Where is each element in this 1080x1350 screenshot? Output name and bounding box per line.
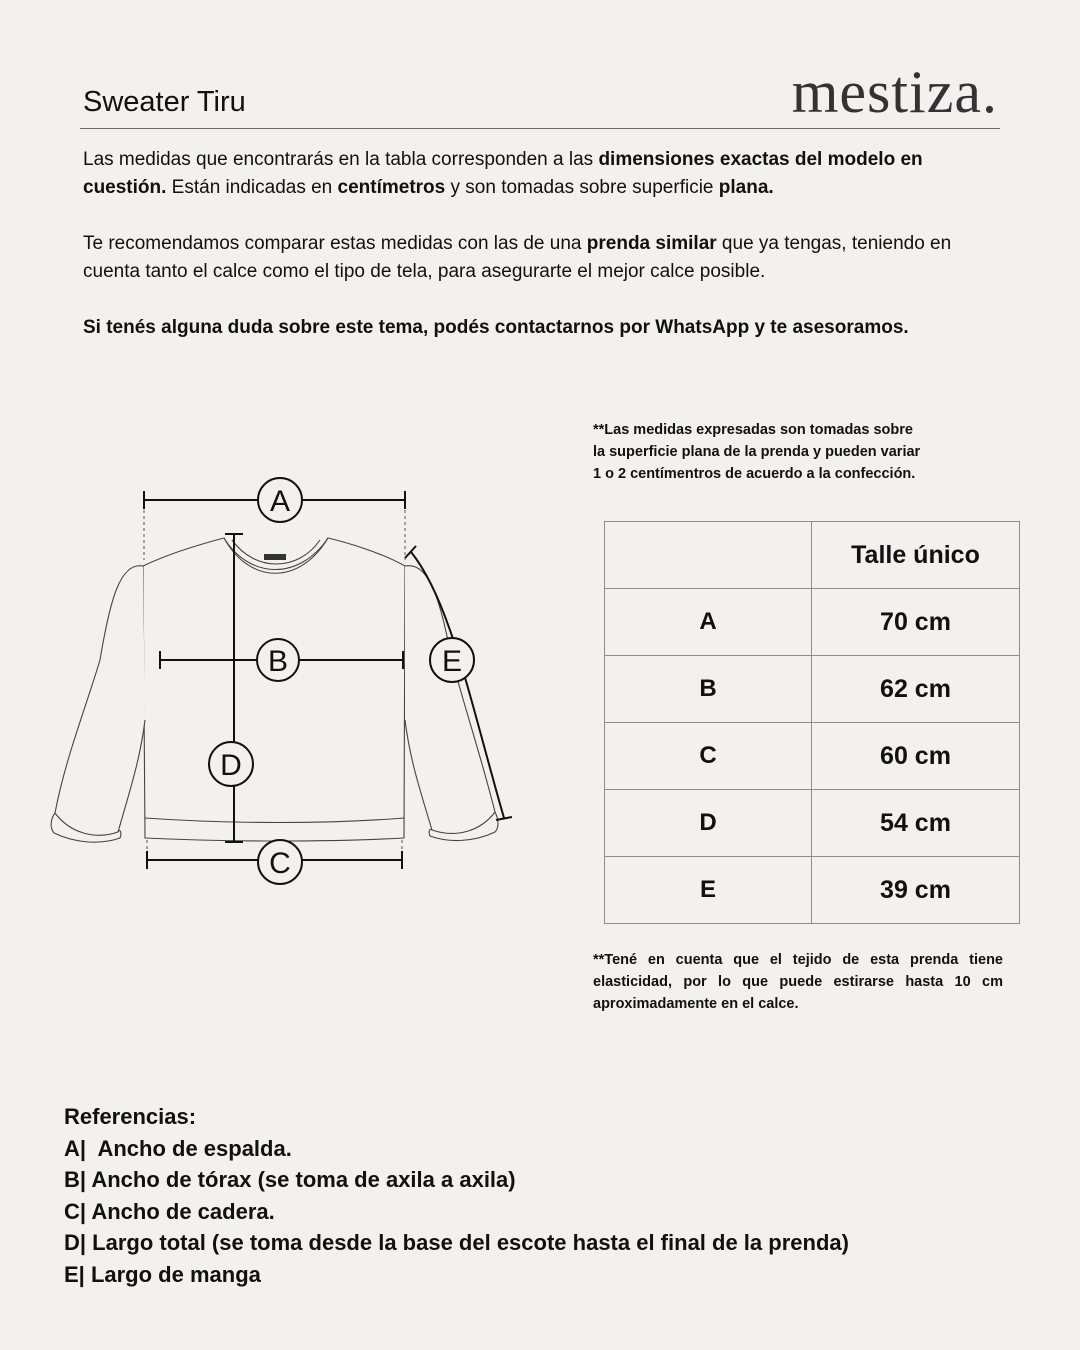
intro-p2-text-2: que ya tengas, teniendo en cuenta tanto el calce como el tipo de tela, para asegurarte el mejor calce posible.	[83, 233, 952, 282]
brand-logo: mestiza.	[791, 59, 998, 125]
measure-value: 39 cm	[812, 857, 1020, 924]
intro-paragraph-1	[83, 146, 993, 202]
label-b	[257, 639, 299, 681]
label-e	[430, 638, 474, 682]
measure-value: 54 cm	[812, 790, 1020, 857]
intro-p1-text-3: y son tomadas sobre superficie	[445, 177, 719, 198]
table-row	[605, 589, 1020, 656]
intro-paragraph-2	[83, 230, 993, 286]
measure-label: A	[605, 589, 812, 656]
page-title: Sweater Tiru	[83, 86, 246, 118]
intro-p2-text: Te recomendamos comparar estas medidas con las de una	[83, 233, 587, 254]
measure-value: 62 cm	[812, 656, 1020, 723]
measure-value: 60 cm	[812, 723, 1020, 790]
elasticity-note: **Tené en cuenta que el tejido de esta prenda tiene elasticidad, por lo que puede estirarse hasta 10 cm aproximadamente en el calce.	[593, 952, 1003, 1012]
intro-p1-text-2: Están indicadas en	[166, 177, 338, 198]
header-divider	[80, 128, 1000, 129]
intro-p1-bold-3: plana.	[718, 177, 774, 198]
measure-label: D	[605, 790, 812, 857]
references	[64, 1101, 849, 1291]
measure-label: B	[605, 656, 812, 723]
reference-item: B| Ancho de tórax (se toma de axila a axila)	[64, 1167, 516, 1193]
table-row	[605, 857, 1020, 924]
intro-p1-bold-2: centímetros	[337, 177, 446, 198]
measure-label: C	[605, 723, 812, 790]
measurement-note	[593, 419, 973, 485]
intro-text	[83, 146, 993, 370]
size-table	[604, 521, 1020, 924]
size-table-corner	[605, 522, 812, 589]
reference-item: E| Largo de manga	[64, 1261, 261, 1287]
table-row	[605, 790, 1020, 857]
reference-item: C| Ancho de cadera.	[64, 1198, 275, 1224]
measure-label: E	[605, 857, 812, 924]
sweater-diagram	[40, 470, 540, 900]
measurement-note-line-3: 1 o 2 centímentros de acuerdo a la confección.	[593, 466, 916, 482]
table-row	[605, 723, 1020, 790]
reference-item: A| Ancho de espalda.	[64, 1135, 292, 1161]
size-table-header: Talle único	[812, 522, 1020, 589]
references-title: Referencias:	[64, 1104, 197, 1129]
label-a-text: A	[269, 485, 291, 518]
measurement-note-line-1: **Las medidas expresadas son tomadas sobre	[593, 422, 913, 438]
label-c	[258, 840, 302, 884]
intro-p1-bold: dimensiones exactas del modelo en cuestión.	[83, 149, 923, 198]
label-d-text: D	[220, 749, 242, 782]
reference-item: D| Largo total (se toma desde la base del escote hasta el final de la prenda)	[64, 1230, 849, 1256]
table-row	[605, 656, 1020, 723]
measurement-note-line-2: la superficie plana de la prenda y pueden variar	[593, 444, 921, 460]
label-a	[258, 478, 302, 522]
intro-p1-text: Las medidas que encontrarás en la tabla corresponden a las	[83, 149, 599, 170]
label-c-text: C	[269, 847, 291, 880]
size-table-header-row	[605, 522, 1020, 589]
label-e-text: E	[441, 645, 463, 678]
measure-value: 70 cm	[812, 589, 1020, 656]
intro-p3-bold: Si tenés alguna duda sobre este tema, podés contactarnos por WhatsApp y te asesoramos.	[83, 317, 909, 338]
label-d	[209, 742, 253, 786]
intro-p2-bold: prenda similar	[586, 233, 717, 254]
intro-paragraph-3	[83, 314, 993, 342]
neck-label-icon	[264, 554, 286, 560]
label-b-text: B	[267, 645, 289, 678]
